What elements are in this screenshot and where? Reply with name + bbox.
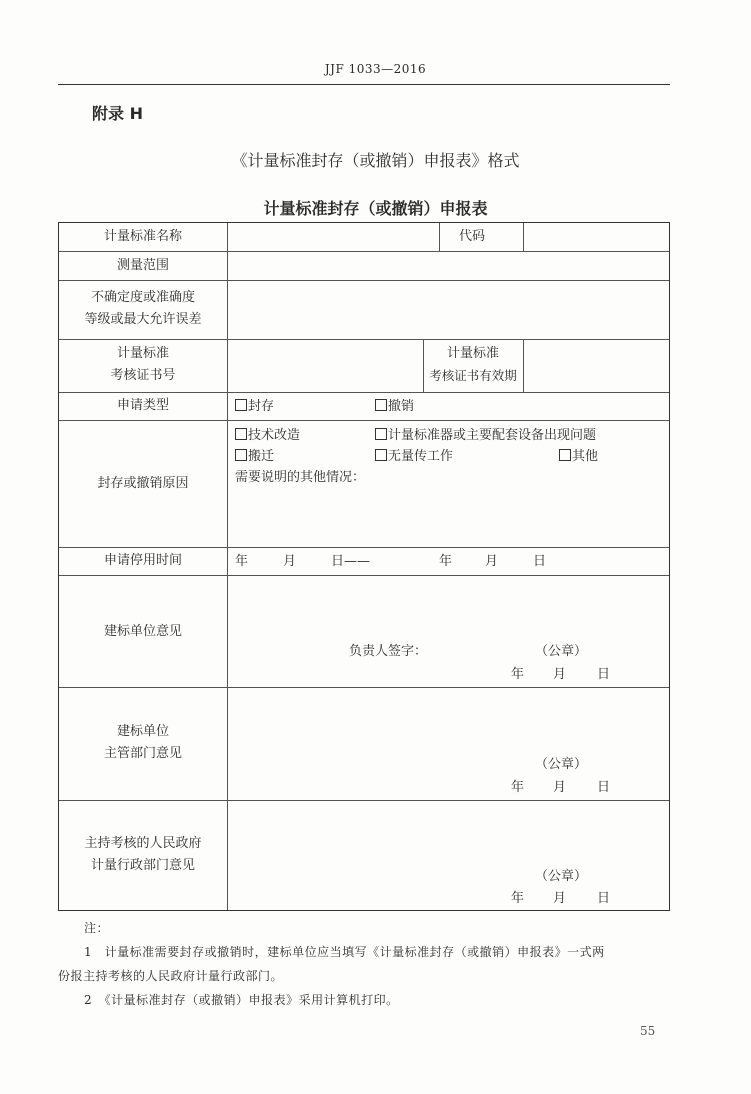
checkbox-icon[interactable] bbox=[235, 428, 247, 440]
year-text: 年 bbox=[511, 780, 525, 795]
reason-label: 封存或撤销原因 bbox=[97, 476, 189, 491]
column-divider bbox=[523, 223, 524, 251]
row-divider bbox=[59, 392, 669, 393]
note-2: 2 《计量标准封存（或撤销）申报表》采用计算机打印。 bbox=[84, 993, 399, 1007]
year-text: 年 bbox=[235, 554, 249, 569]
dept-opinion-label: 建标单位 主管部门意见 bbox=[103, 724, 182, 761]
reason-option-relocation[interactable]: 搬迁 bbox=[235, 448, 274, 466]
appendix-label: 附录 H bbox=[92, 104, 143, 123]
notes-heading: 注： bbox=[84, 921, 110, 935]
section-title: 《计量标准封存（或撤销）申报表》格式 bbox=[231, 151, 520, 170]
checkbox-icon[interactable] bbox=[235, 449, 247, 461]
year-text: 年 bbox=[511, 667, 525, 682]
measurement-range-label: 测量范围 bbox=[116, 258, 169, 273]
type-option-seal[interactable]: 封存 bbox=[235, 398, 274, 416]
day-text: 日 bbox=[597, 780, 611, 795]
column-divider bbox=[439, 223, 440, 251]
row-divider bbox=[59, 251, 669, 252]
reason-other-note: 需要说明的其他情况： bbox=[235, 470, 366, 485]
row-divider bbox=[59, 420, 669, 421]
note-1-cont: 份报主持考核的人民政府计量行政部门。 bbox=[58, 969, 284, 983]
column-divider bbox=[227, 223, 228, 910]
day-text: 日 bbox=[533, 554, 547, 569]
month-text: 月 bbox=[485, 554, 499, 569]
note-1: 1 计量标准需要封存或撤销时，建标单位应当填写《计量标准封存（或撤销）申报表》一式两 bbox=[84, 945, 605, 959]
checkbox-icon[interactable] bbox=[375, 428, 387, 440]
row-divider bbox=[59, 800, 669, 801]
type-option-revoke[interactable]: 撤销 bbox=[375, 398, 414, 416]
notes bbox=[58, 916, 670, 1012]
signature-label: 负责人签字： bbox=[349, 644, 428, 659]
page-header: JJF 1033—2016 bbox=[324, 62, 427, 76]
unit-opinion-label: 建标单位意见 bbox=[103, 624, 182, 639]
header-rule bbox=[58, 84, 670, 85]
month-text: 月 bbox=[553, 891, 567, 906]
application-type-label: 申请类型 bbox=[116, 398, 169, 413]
row-divider bbox=[59, 280, 669, 281]
checkbox-icon[interactable] bbox=[375, 449, 387, 461]
reason-option-tech[interactable]: 技术改造 bbox=[235, 427, 300, 445]
day-dash-text: 日—— bbox=[331, 554, 371, 569]
month-text: 月 bbox=[553, 667, 567, 682]
day-text: 日 bbox=[597, 667, 611, 682]
year-text: 年 bbox=[439, 554, 453, 569]
year-text: 年 bbox=[511, 891, 525, 906]
reason-option-equipment[interactable]: 计量标准器或主要配套设备出现问题 bbox=[375, 427, 596, 445]
row-divider bbox=[59, 687, 669, 688]
application-form-table bbox=[58, 222, 670, 911]
month-text: 月 bbox=[283, 554, 297, 569]
seal-text: （公章） bbox=[535, 644, 588, 659]
gov-opinion-label: 主持考核的人民政府 计量行政部门意见 bbox=[84, 836, 202, 873]
month-text: 月 bbox=[553, 780, 567, 795]
page-number: 55 bbox=[640, 1024, 656, 1038]
certificate-validity-label: 计量标准 考核证书有效期 bbox=[429, 346, 517, 383]
checkbox-icon[interactable] bbox=[375, 399, 387, 411]
reason-option-no-transfer[interactable]: 无量传工作 bbox=[375, 448, 453, 466]
seal-text: （公章） bbox=[535, 869, 588, 884]
reason-option-other[interactable]: 其他 bbox=[559, 448, 598, 466]
checkbox-icon[interactable] bbox=[559, 449, 571, 461]
checkbox-icon[interactable] bbox=[235, 399, 247, 411]
standard-name-label: 计量标准名称 bbox=[103, 229, 182, 244]
certificate-number-label: 计量标准 考核证书号 bbox=[110, 346, 176, 383]
day-text: 日 bbox=[597, 891, 611, 906]
code-label: 代码 bbox=[459, 229, 486, 244]
row-divider bbox=[59, 339, 669, 340]
column-divider bbox=[523, 339, 524, 392]
row-divider bbox=[59, 575, 669, 576]
stop-time-label: 申请停用时间 bbox=[103, 553, 182, 568]
seal-text: （公章） bbox=[535, 757, 588, 772]
form-title: 计量标准封存（或撤销）申报表 bbox=[263, 199, 488, 218]
uncertainty-label: 不确定度或准确度 等级或最大允许误差 bbox=[84, 290, 202, 327]
row-divider bbox=[59, 547, 669, 548]
